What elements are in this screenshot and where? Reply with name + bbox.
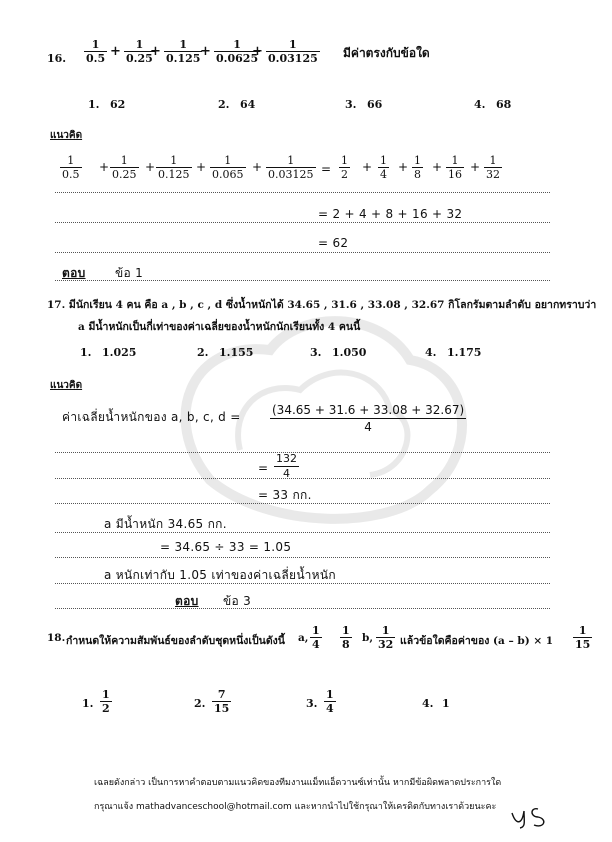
s16-rhs-fraction [378, 154, 389, 181]
q16-plus-sign: + [150, 44, 161, 59]
q18-sequence-fraction [340, 624, 352, 651]
q18-choice-fraction [100, 688, 112, 715]
rule-line [55, 608, 550, 609]
q16-choice-number: 1. [88, 98, 100, 111]
q16-number: 16. [47, 52, 67, 65]
footer-line1: เฉลยดังกล่าว เป็นการหาคำตอบตามแนวคิดของทีมงานแม็ทแอ็ดวานซ์เท่านั้น หากมีข้อผิดพลาดประการใด [94, 778, 502, 788]
q16-fraction-numerator: 1 [124, 38, 155, 52]
s16-rhs-fraction [484, 154, 502, 181]
s16-rhs-fraction-denominator: 4 [380, 168, 387, 181]
s16-lhs-fraction [210, 154, 246, 181]
q18-choice-number: 4. [422, 697, 434, 710]
q17-line2: a มีน้ำหนักเป็นกี่เท่าของค่าเฉลี่ยของน้ำหนักนักเรียนทั้ง 4 คนนี้ [78, 321, 361, 333]
s16-rhs-fraction-denominator: 32 [486, 168, 500, 181]
q16-choice-number: 2. [218, 98, 230, 111]
s16-lhs-fraction [60, 154, 82, 181]
rule-line [55, 452, 550, 453]
s16-rhs-fraction-numerator: 1 [380, 154, 387, 167]
q18-choice-number: 3. [306, 697, 318, 710]
q16-choice-value: 66 [367, 98, 383, 111]
q16-plus-sign: + [252, 44, 263, 59]
q16-fraction-numerator: 1 [266, 38, 320, 52]
q18-choice-fraction [324, 688, 336, 715]
rule-line [55, 503, 550, 504]
q18-sequence-term-label: b, [362, 632, 373, 644]
solution-label-16: แนวคิด [50, 130, 83, 141]
q17-choice-number: 4. [425, 346, 437, 359]
s17-a-weight: a มีน้ำหนัก 34.65 กก. [104, 517, 227, 531]
q18-choice-fraction-denominator: 15 [214, 702, 230, 715]
q16-fraction-denominator: 0.25 [126, 52, 153, 65]
q16-fraction-denominator: 0.5 [86, 52, 106, 65]
s17-ratio: = 34.65 ÷ 33 = 1.05 [160, 540, 292, 554]
s16-lhs-fraction-denominator: 0.03125 [268, 168, 314, 181]
s16-lhs-fraction-denominator: 0.5 [62, 168, 80, 181]
q18-choice-fraction-denominator: 4 [326, 702, 334, 715]
s16-plus-sign: + [362, 160, 373, 174]
q18-sequence-fraction-numerator: 1 [376, 624, 395, 638]
s17-avg-label: ค่าเฉลี่ยน้ำหนักของ a, b, c, d = [62, 410, 241, 424]
signature [508, 803, 560, 829]
s16-rhs-fraction-numerator: 1 [414, 154, 421, 167]
q16-choice-value: 62 [110, 98, 126, 111]
s16-rhs-fraction [339, 154, 350, 181]
rule-line [55, 280, 550, 281]
q16-plus-sign: + [110, 44, 121, 59]
q17-choice-value: 1.175 [447, 346, 482, 359]
rule-line [55, 532, 550, 533]
s17-step2-eq: = [258, 461, 269, 475]
s16-lhs-fraction-numerator: 1 [266, 154, 316, 168]
s16-eq: = [321, 162, 332, 176]
q18-choice-value: 1 [442, 697, 450, 710]
s16-plus-sign: + [398, 160, 409, 174]
q18-sequence-fraction-numerator: 1 [312, 624, 320, 637]
s16-lhs-fraction [156, 154, 192, 181]
rule-line [55, 252, 550, 253]
s16-lhs-fraction-numerator: 1 [60, 154, 82, 168]
q18-number: 18. [47, 632, 66, 644]
s16-lhs-fraction-denominator: 0.125 [158, 168, 190, 181]
q17-choice-number: 3. [310, 346, 322, 359]
q16-fraction [84, 38, 107, 65]
q16-fraction-numerator: 1 [214, 38, 260, 52]
solution-label-17: แนวคิด [50, 380, 83, 391]
q18-mixed-denominator: 15 [575, 638, 591, 651]
s16-plus-sign: + [196, 160, 207, 174]
q18-sequence-fraction [376, 624, 395, 651]
q17-choice-value: 1.050 [332, 346, 367, 359]
s16-lhs-fraction-numerator: 1 [210, 154, 246, 168]
q17-choice-number: 2. [197, 346, 209, 359]
q16-choice-value: 64 [240, 98, 256, 111]
s17-avg-numerator: (34.65 + 31.6 + 33.08 + 32.67) [272, 403, 465, 417]
s17-step2-numerator: 132 [276, 452, 297, 465]
q16-choice-number: 4. [474, 98, 486, 111]
q18-choice-fraction-numerator: 1 [326, 688, 334, 701]
q18-sequence-fraction-denominator: 4 [312, 638, 320, 651]
q16-fraction-denominator: 0.0625 [216, 52, 259, 65]
q16-fraction-denominator: 0.125 [166, 52, 201, 65]
s16-plus-sign: + [99, 160, 110, 174]
s16-line3: = 62 [318, 236, 349, 250]
s16-rhs-fraction [446, 154, 464, 181]
s16-rhs-fraction-denominator: 2 [341, 168, 348, 181]
rule-line [55, 192, 550, 193]
s16-rhs-fraction-denominator: 16 [448, 168, 462, 181]
s16-rhs-fraction-numerator: 1 [484, 154, 502, 168]
s16-lhs-fraction [266, 154, 316, 181]
q16-fraction [266, 38, 320, 65]
s16-lhs-fraction [110, 154, 139, 181]
footer-line2: กรุณาแจ้ง mathadvanceschool@hotmail.com และหากนำไปใช้กรุณาให้เครดิตกับทางเราด้วยนะคะ [94, 802, 497, 812]
q18-sequence-fraction [310, 624, 322, 651]
s16-answer-label: ตอบ [62, 266, 86, 280]
rule-line [55, 222, 550, 223]
s17-conclusion: a หนักเท่ากับ 1.05 เท่าของค่าเฉลี่ยน้ำหนัก [104, 568, 336, 582]
s16-rhs-fraction [412, 154, 423, 181]
q16-choice-value: 68 [496, 98, 512, 111]
q18-mixed-numerator: 1 [573, 624, 592, 638]
s16-plus-sign: + [252, 160, 263, 174]
q18-tail: แล้วข้อใดคือค่าของ (a – b) × 1 [400, 635, 554, 647]
s16-rhs-fraction-numerator: 1 [341, 154, 348, 167]
q16-fraction-numerator: 1 [164, 38, 202, 52]
rule-line [55, 557, 550, 558]
s17-answer-label: ตอบ [175, 594, 199, 608]
q18-sequence-fraction-denominator: 8 [342, 638, 350, 651]
s17-step2-denominator: 4 [283, 467, 290, 480]
q18-choice-number: 1. [82, 697, 94, 710]
q18-choice-fraction-numerator: 7 [212, 688, 231, 702]
rule-line [55, 583, 550, 584]
q17-line1: 17. มีนักเรียน 4 คน คือ a , b , c , d ซึ่งน้ำหนักได้ 34.65 , 31.6 , 33.08 , 32.67 กิโลกรัมตามลำดับ อยากทราบว่า [47, 299, 597, 311]
q17-choice-number: 1. [80, 346, 92, 359]
q18-choice-fraction-numerator: 1 [102, 688, 110, 701]
s16-rhs-fraction-numerator: 1 [446, 154, 464, 168]
q18-sequence-fraction-denominator: 32 [378, 638, 394, 651]
q16-fraction [164, 38, 202, 65]
q18-choice-fraction [212, 688, 231, 715]
s17-step2-fraction [274, 452, 299, 481]
s16-lhs-fraction-numerator: 1 [110, 154, 139, 168]
rule-line [55, 478, 550, 479]
s16-line2: = 2 + 4 + 8 + 16 + 32 [318, 207, 463, 221]
q16-fraction-denominator: 0.03125 [268, 52, 318, 65]
q16-question-text: มีค่าตรงกับข้อใด [343, 46, 430, 60]
q16-plus-sign: + [200, 44, 211, 59]
s16-lhs-fraction-numerator: 1 [156, 154, 192, 168]
s16-lhs-fraction-denominator: 0.065 [212, 168, 244, 181]
q18-sequence-fraction-numerator: 1 [342, 624, 350, 637]
s16-plus-sign: + [432, 160, 443, 174]
s17-answer: ข้อ 3 [223, 594, 252, 608]
s16-lhs-fraction-denominator: 0.25 [112, 168, 137, 181]
s17-avg-denominator: 4 [364, 420, 372, 434]
q18-text: กำหนดให้ความสัมพันธ์ของลำดับชุดหนึ่งเป็นดังนี้ [66, 635, 285, 647]
q18-choice-number: 2. [194, 697, 206, 710]
s16-plus-sign: + [145, 160, 156, 174]
s16-rhs-fraction-denominator: 8 [414, 168, 421, 181]
s16-plus-sign: + [470, 160, 481, 174]
q17-choice-value: 1.155 [219, 346, 254, 359]
q17-choice-value: 1.025 [102, 346, 137, 359]
q18-mixed-fraction [573, 624, 592, 651]
q18-choice-fraction-denominator: 2 [102, 702, 110, 715]
s16-answer: ข้อ 1 [115, 266, 144, 280]
q18-sequence-term-label: a, [298, 632, 309, 644]
s17-avg-fraction [270, 402, 466, 435]
q16-fraction-numerator: 1 [84, 38, 107, 52]
s17-step3: = 33 กก. [258, 488, 312, 502]
q16-choice-number: 3. [345, 98, 357, 111]
